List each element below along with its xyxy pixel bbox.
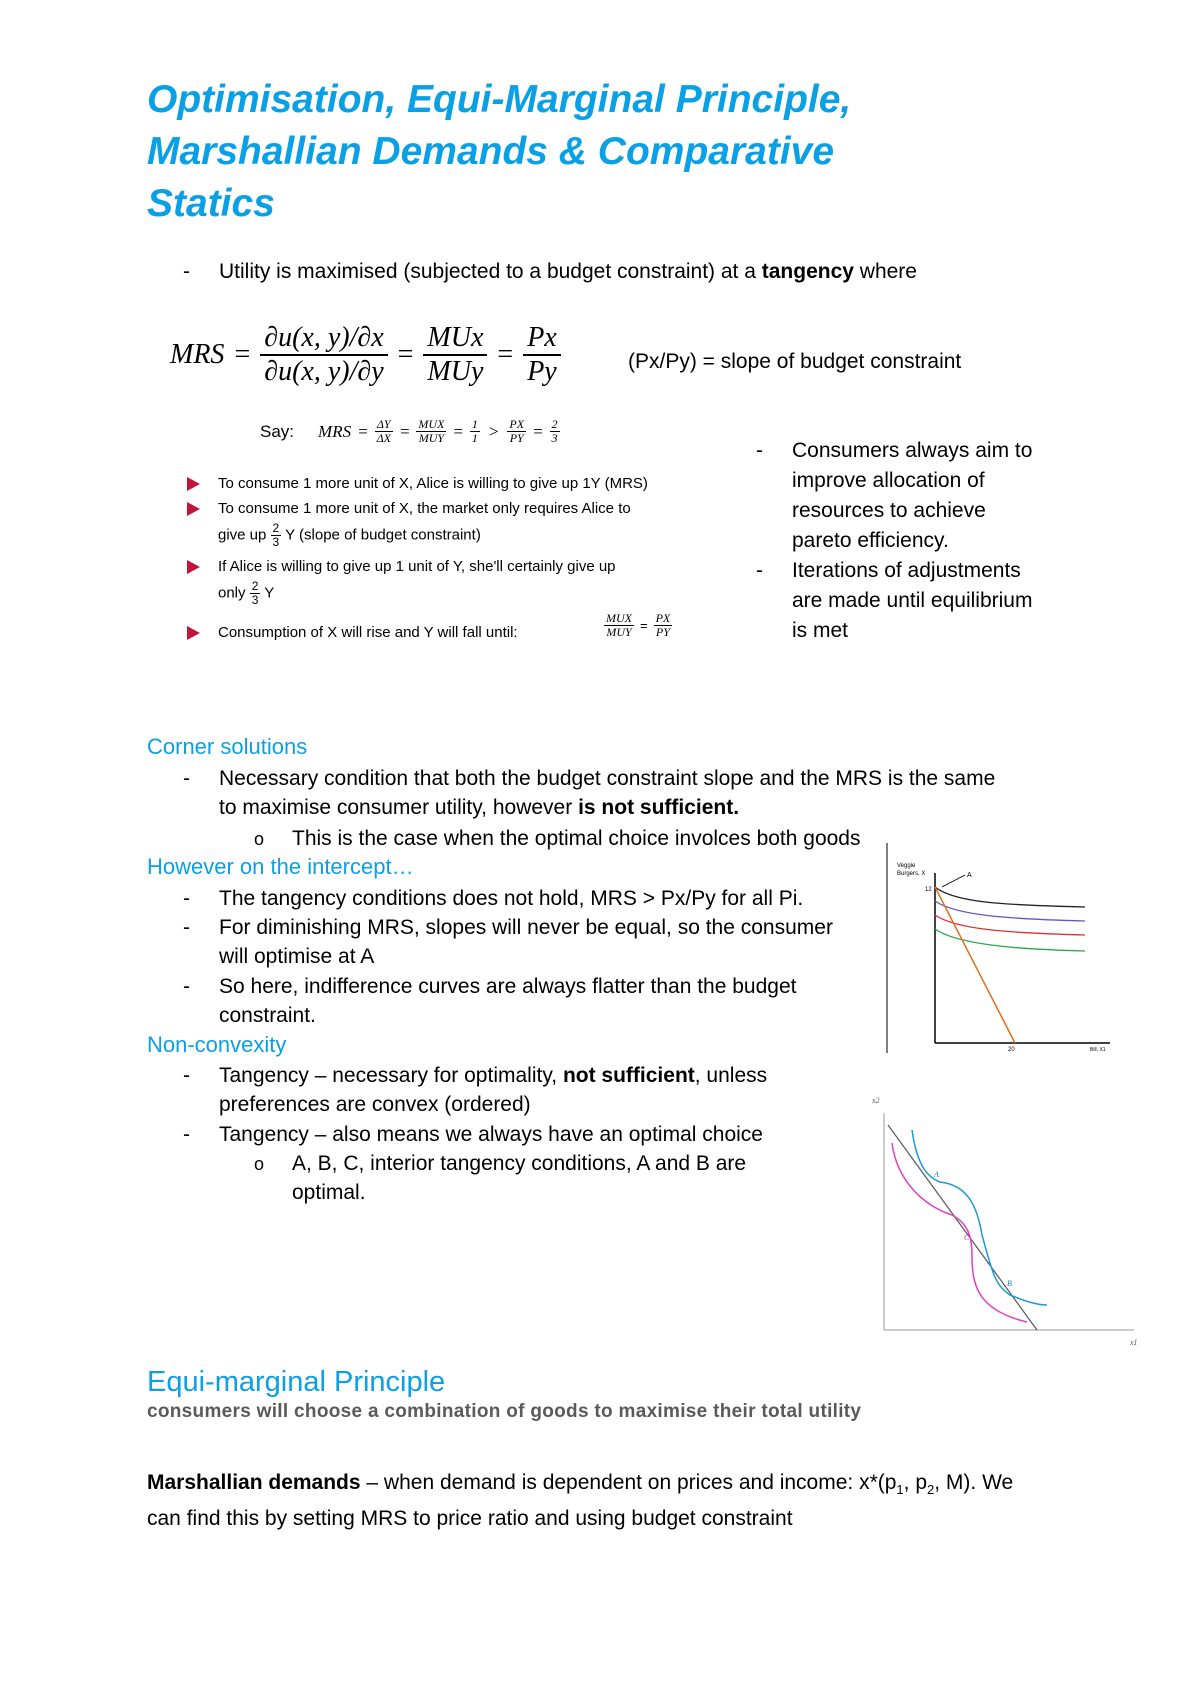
nonconvex-b1-bold: not sufficient xyxy=(562,1064,695,1087)
arrow-bullet-3-before: only xyxy=(218,584,246,602)
graph1-x-tick: 20 xyxy=(1008,1047,1015,1053)
eq-fraction-price xyxy=(523,322,561,388)
eq-frac2-num: MUx xyxy=(423,322,487,356)
bullet-dash: - xyxy=(756,439,763,462)
say-eq-4: = xyxy=(532,421,544,441)
circle-bullet-icon: o xyxy=(254,1154,265,1174)
arrow-bullet-3-line2 xyxy=(218,580,616,607)
say-f5-num: 2 xyxy=(551,417,558,431)
arrow-bullet-icon xyxy=(187,502,200,516)
say-f1-num: ΔY xyxy=(376,417,391,431)
nonconvex-bullet-2-text: Tangency – also means we always have an optimal choice xyxy=(219,1123,763,1146)
graph1-point-label: A xyxy=(967,872,972,879)
side-note-1-line4: pareto efficiency. xyxy=(792,529,949,552)
eq-sign-3: = xyxy=(497,339,514,371)
say-eq-1: = xyxy=(357,421,369,441)
say-f5-den: 3 xyxy=(551,431,558,446)
intercept-bullet-3-line1: So here, indifference curves are always flatter than the budget xyxy=(219,975,797,998)
eq-frac2-den: MUy xyxy=(427,356,484,388)
corner-bullet-1 xyxy=(183,764,996,822)
say-f2-den: MUY xyxy=(418,431,445,446)
marshallian-text2: , p xyxy=(903,1471,928,1494)
graph1-ylabel-1: Veggie xyxy=(897,863,916,869)
bullet-dash: - xyxy=(183,916,190,939)
nonconvex-heading: Non-convexity xyxy=(147,1032,287,1057)
equation-note: (Px/Py) = slope of budget constraint xyxy=(628,350,962,373)
a2-frac-den: 3 xyxy=(272,535,280,550)
say-label: Say: xyxy=(260,421,295,441)
say-f4-num: PX xyxy=(509,417,525,431)
arrow-bullet-icon xyxy=(187,626,200,640)
intro-text-before: Utility is maximised (subjected to a budget constraint) at a xyxy=(219,260,762,283)
arrow-bullet-2-line2 xyxy=(218,522,631,549)
graph2-indifference-curve-pink xyxy=(892,1143,1027,1322)
say-frac-mu xyxy=(416,418,446,445)
marshallian-paragraph xyxy=(147,1468,1013,1533)
say-f3-num: 1 xyxy=(471,417,478,431)
say-f3-den: 1 xyxy=(471,431,478,446)
a4-den2: PY xyxy=(655,625,670,640)
corner-solution-graph xyxy=(885,843,1120,1053)
graph2-point-b: B xyxy=(1007,1279,1012,1288)
circle-bullet-icon: o xyxy=(254,829,265,849)
marshallian-text1: – when demand is dependent on prices and income: x*(p xyxy=(360,1471,897,1494)
nonconvex-b1-after: , unless xyxy=(694,1064,768,1087)
arrow-bullet-2-before: give up xyxy=(218,526,267,544)
arrow-bullet-2-frac xyxy=(271,522,282,549)
bullet-dash: - xyxy=(183,260,190,283)
arrow-bullet-icon xyxy=(187,560,200,574)
intercept-bullet-2-line1: For diminishing MRS, slopes will never be equal, so the consumer xyxy=(219,916,833,939)
bullet-dash: - xyxy=(183,1064,190,1087)
a4-num2: PX xyxy=(655,611,671,625)
title-line-1: Optimisation, Equi-Marginal Principle, xyxy=(147,78,852,121)
side-note-2-line1: Iterations of adjustments xyxy=(792,559,1021,582)
nonconvex-sub-bullet xyxy=(254,1149,747,1207)
say-example xyxy=(260,418,560,445)
arrow-bullet-3 xyxy=(218,556,616,607)
intercept-bullet-2-line2: will optimise at A xyxy=(219,945,375,968)
say-frac-price xyxy=(507,418,526,445)
marshallian-bold: Marshallian demands xyxy=(147,1471,361,1494)
nonconvex-b1-before: Tangency – necessary for optimality, xyxy=(219,1064,563,1087)
a4-eq: = xyxy=(640,618,648,634)
page-title xyxy=(147,74,1047,230)
nonconvex-bullet-1-line2: preferences are convex (ordered) xyxy=(219,1093,531,1116)
graph2-ylabel: x2 xyxy=(872,1096,880,1105)
arrow-bullet-4-equation xyxy=(604,612,672,639)
arrow-bullet-2-after: Y (slope of budget constraint) xyxy=(285,526,481,544)
nonconvex-sub-line1: A, B, C, interior tangency conditions, A and B are xyxy=(292,1152,747,1175)
side-note-1 xyxy=(756,436,1033,556)
arrow-bullet-2 xyxy=(218,498,631,549)
arrow-bullet-3-line1: If Alice is willing to give up 1 unit of Y, she'll certainly give up xyxy=(218,558,616,575)
intercept-bullet-2 xyxy=(183,913,833,971)
nonconvex-bullet-2 xyxy=(183,1120,763,1149)
graph1-y-tick: 12 xyxy=(925,887,932,893)
eq-frac1-den: ∂u(x, y)/∂y xyxy=(264,356,384,388)
non-convexity-graph xyxy=(872,1085,1142,1350)
corner-bullet-1-line1: Necessary condition that both the budget constraint slope and the MRS is the same xyxy=(219,767,996,790)
title-line-2: Marshallian Demands & Comparative xyxy=(147,130,835,173)
graph1-xlabel: Bill, X1 xyxy=(1090,1047,1106,1053)
side-note-2-line3: is met xyxy=(792,619,849,642)
arrow-bullet-1-text: To consume 1 more unit of X, Alice is willing to give up 1Y (MRS) xyxy=(218,475,648,492)
graph1-point-pointer xyxy=(942,875,965,887)
nonconvex-bullet-1-line1 xyxy=(219,1061,767,1090)
say-f4-den: PY xyxy=(509,431,524,446)
say-frac-one xyxy=(470,418,480,445)
a2-frac-num: 2 xyxy=(272,521,280,535)
graph2-indifference-curve-blue xyxy=(912,1130,1047,1305)
say-f2-num: MUX xyxy=(418,417,445,431)
graph2-point-a: A xyxy=(934,1170,939,1179)
say-f1-den: ΔX xyxy=(376,431,391,446)
bullet-dash: - xyxy=(183,887,190,910)
marshallian-text3: , M). We xyxy=(934,1471,1014,1494)
eq-sign-2: = xyxy=(397,339,414,371)
bullet-dash: - xyxy=(183,1123,190,1146)
intercept-bullet-3-line2: constraint. xyxy=(219,1004,316,1027)
say-gt: > xyxy=(487,421,500,441)
side-note-2-line2: are made until equilibrium xyxy=(792,589,1033,612)
equi-heading: Equi-marginal Principle xyxy=(147,1366,446,1398)
side-note-1-line2: improve allocation of xyxy=(792,469,985,492)
a3-frac-num: 2 xyxy=(251,579,259,593)
eq-lhs: MRS xyxy=(170,339,225,371)
eq-fraction-mu xyxy=(423,322,487,388)
a3-frac-den: 3 xyxy=(251,593,259,608)
eq-frac1-num: ∂u(x, y)/∂x xyxy=(260,322,387,356)
arrow-bullet-3-after: Y xyxy=(264,584,275,602)
say-eq-2: = xyxy=(398,421,411,441)
a4-num1: MUX xyxy=(606,611,632,625)
bullet-dash: - xyxy=(183,975,190,998)
corner-sub-bullet xyxy=(254,824,861,853)
mrs-equation xyxy=(170,322,561,388)
corner-bullet-1-line2 xyxy=(219,793,995,822)
arrow-bullet-3-frac xyxy=(250,580,261,607)
side-note-1-line1: Consumers always aim to xyxy=(792,439,1033,462)
a4-frac-mu xyxy=(604,612,634,639)
bullet-dash: - xyxy=(756,559,763,582)
graph2-xlabel: x1 xyxy=(1130,1338,1138,1347)
arrow-bullet-2-line1: To consume 1 more unit of X, the market only requires Alice to xyxy=(218,500,631,517)
corner-b1-bold: is not sufficient. xyxy=(578,796,740,819)
graph1-budget-line xyxy=(935,887,1015,1043)
eq-frac3-num: Px xyxy=(523,322,561,356)
say-frac-two-thirds xyxy=(550,418,560,445)
intercept-bullet-3 xyxy=(183,972,797,1030)
side-note-2 xyxy=(756,556,1033,646)
graph2-budget-line xyxy=(888,1125,1037,1330)
arrow-bullet-4-text: Consumption of X will rise and Y will fall until: xyxy=(218,624,518,641)
arrow-bullet-icon xyxy=(187,477,200,491)
marshallian-line1 xyxy=(147,1468,1013,1504)
graph1-ylabel-2: Burgers, X xyxy=(897,871,926,877)
intercept-bullet-1-text: The tangency conditions does not hold, MRS > Px/Py for all Pi. xyxy=(219,887,804,910)
say-eq-3: = xyxy=(452,421,464,441)
arrow-bullet-1 xyxy=(218,473,648,495)
marshallian-sub2: 2 xyxy=(927,1482,935,1498)
eq-sign-1: = xyxy=(234,339,251,371)
graph1-indifference-curve-black xyxy=(935,887,1085,907)
arrow-bullet-4 xyxy=(218,622,518,644)
intro-text-bold: tangency xyxy=(761,260,854,283)
intro-text-after: where xyxy=(853,260,917,283)
nonconvex-bullet-1 xyxy=(183,1061,768,1119)
a4-den1: MUY xyxy=(606,625,632,640)
side-note-1-line3: resources to achieve xyxy=(792,499,986,522)
intercept-bullet-1 xyxy=(183,884,804,913)
say-mrs: MRS xyxy=(318,421,352,441)
marshallian-line2: can find this by setting MRS to price ratio and using budget constraint xyxy=(147,1507,793,1531)
title-line-3: Statics xyxy=(147,182,275,225)
intro-bullet xyxy=(183,257,917,286)
corner-b1-before: to maximise consumer utility, however xyxy=(219,796,579,819)
bullet-dash: - xyxy=(183,767,190,790)
equi-subtitle: consumers will choose a combination of goods to maximise their total utility xyxy=(147,1401,862,1422)
corner-sub-text: This is the case when the optimal choice involces both goods xyxy=(292,827,861,850)
nonconvex-sub-line2: optimal. xyxy=(292,1181,366,1204)
graph2-point-c: C xyxy=(964,1233,970,1242)
eq-frac3-den: Py xyxy=(527,356,557,388)
corner-heading: Corner solutions xyxy=(147,734,308,759)
eq-fraction-partial xyxy=(260,322,387,388)
intercept-heading: However on the intercept… xyxy=(147,854,414,879)
say-frac-delta xyxy=(375,418,393,445)
marshallian-sub1: 1 xyxy=(896,1482,904,1498)
a4-frac-price xyxy=(654,612,673,639)
